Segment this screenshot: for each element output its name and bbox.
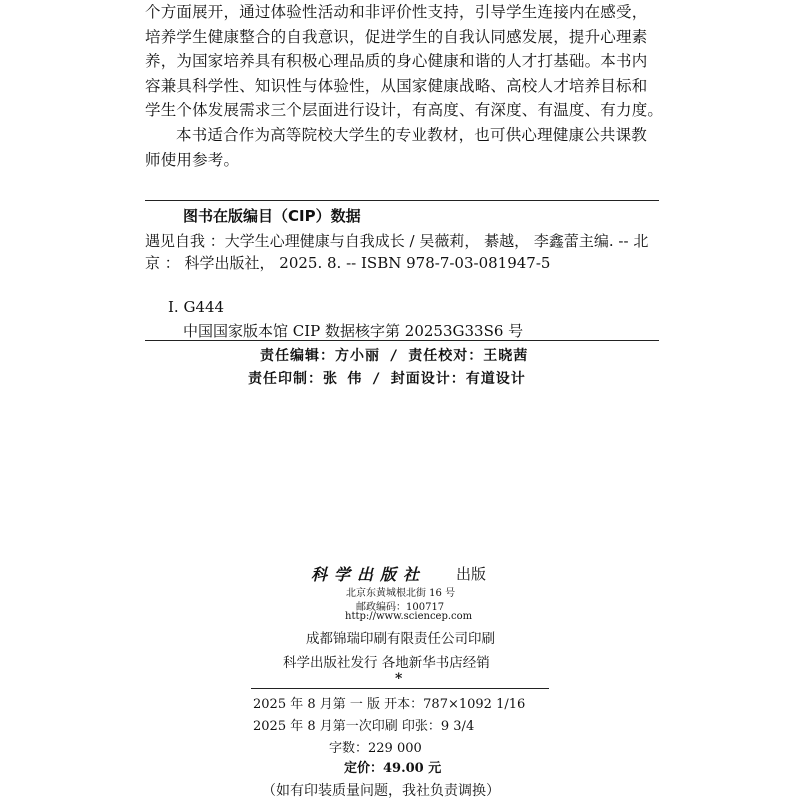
cip-description: 遇见自我 ：大学生心理健康与自我成长 / 吴薇莉， 綦越， 李鑫蕾主编. -- 北京 ： 科学出版社， 2025. 8. -- ISBN 978-7-03-081947-5 [145,232,649,272]
book-intro-text [145,0,665,172]
printer-info: 成都锦瑞印刷有限责任公司印刷 [306,631,495,647]
cip-classification: Ⅰ. G444 [168,298,225,316]
word-count: 字数：229 000 [329,741,422,756]
publication-rule [251,688,549,689]
distribution-info: 科学出版社发行 各地新华书店经销 [283,655,490,671]
editor-proofreader-credit: 责任编辑：方小丽 / 责任校对：王晓茜 [260,348,529,364]
publisher-address: 北京东黄城根北街 16 号 [346,588,456,599]
publisher-logo-text: 科学出版社 [311,565,427,584]
printing-cover-credit: 责任印制：张 伟 / 封面设计：有道设计 [248,371,526,387]
publisher-postcode: 邮政编码：100717 [356,602,445,613]
intro-line: 养，为国家培养具有积极心理品质的身心健康和谐的人才打基础。本书内 [145,52,648,71]
intro-line: 学生个体发展需求三个层面进行设计，有高度、有深度、有温度、有力度。 [145,101,664,120]
intro-line: 容兼具科学性、知识性与体验性，从国家健康战略、高校人才培养目标和 [145,76,648,95]
exchange-notice: （如有印装质量问题，我社负责调换） [262,783,500,799]
audience-line: 师使用参考。 [145,150,240,169]
cip-verification: 中国国家版本馆 CIP 数据核字第 20253G33S6 号 [183,322,524,340]
printing-line: 2025 年 8 月第一次印刷 印张：9 3/4 [253,719,475,734]
price: 定价：49.00 元 [344,761,442,776]
audience-line: 本书适合作为高等院校大学生的专业教材，也可供心理健康公共课教 [176,125,648,144]
cip-title: 图书在版编目（CIP）数据 [183,207,361,225]
edition-line: 2025 年 8 月第 一 版 开本：787×1092 1/16 [253,697,526,712]
publisher-suffix: 出版 [456,565,487,583]
cip-bottom-rule [145,340,659,341]
intro-line: 个方面展开，通过体验性活动和非评价性支持，引导学生连接内在感受， [145,3,648,21]
publisher-website: http://www.sciencep.com [345,611,473,622]
intro-line: 培养学生健康整合的自我意识，促进学生的自我认同感发展，提升心理素 [145,27,648,46]
section-separator: * [395,671,403,687]
cip-top-rule [145,200,659,201]
